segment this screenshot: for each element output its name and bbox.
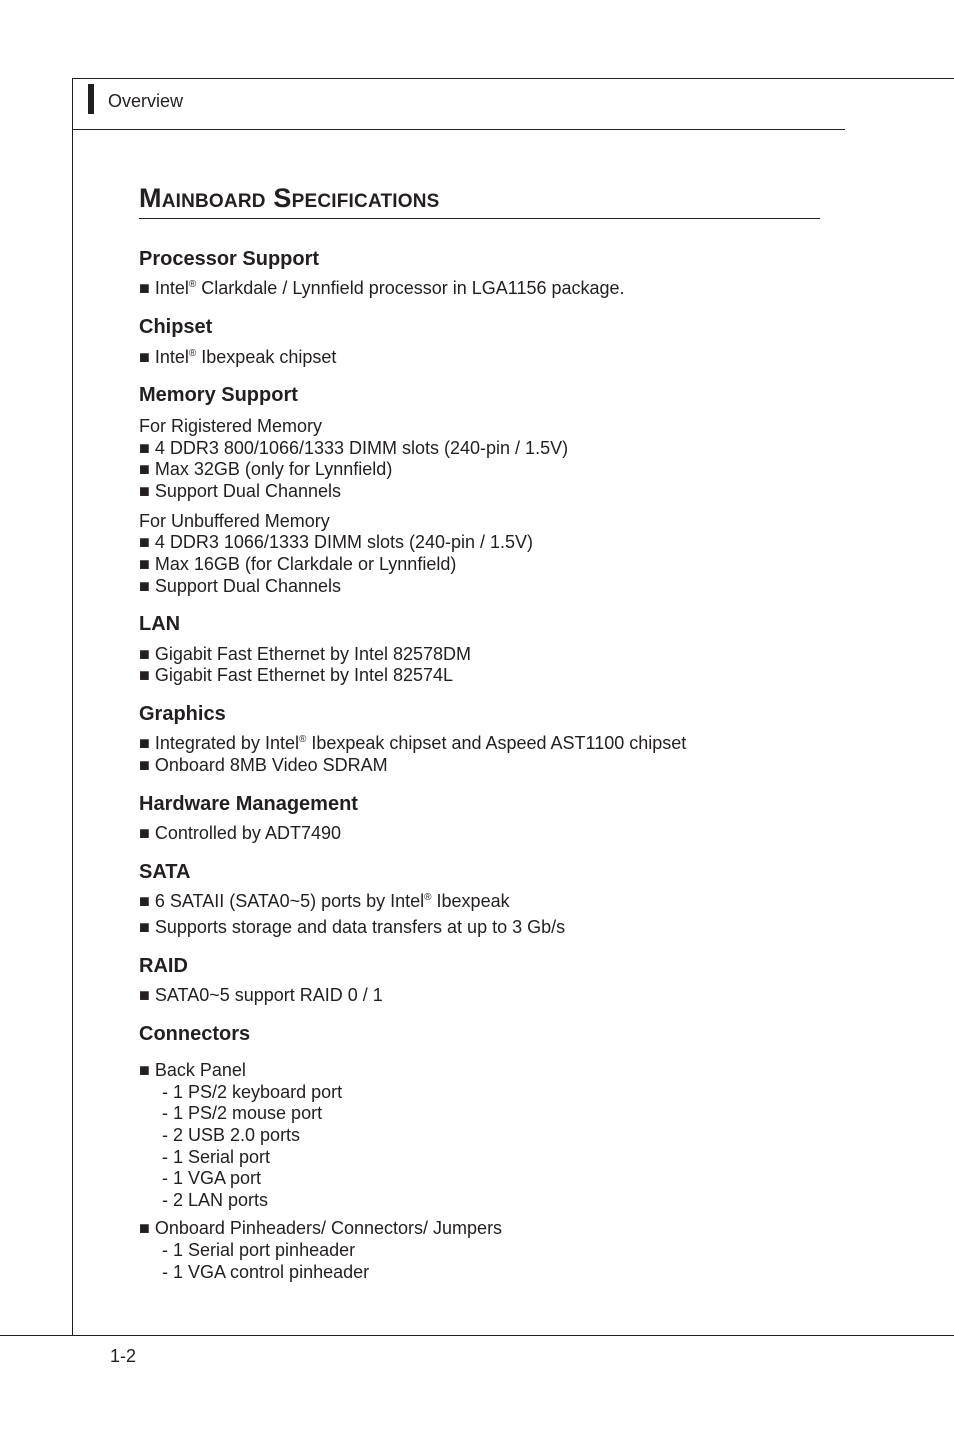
list-item: ■ Gigabit Fast Ethernet by Intel 82574L [139,665,454,685]
list-item: ■ Max 32GB (only for Lynnfield) [139,459,393,479]
section-heading-chipset: Chipset [139,316,213,338]
page-number: 1-2 [110,1346,137,1366]
list-item: ■ Supports storage and data transfers at up to 3 Gb/s [139,917,566,937]
registered-mark: ® [424,892,432,903]
section-heading-graphics: Graphics [139,703,226,725]
sub-list-item: - 1 Serial port [162,1147,271,1167]
section-heading-lan: LAN [139,613,181,635]
frame-top-rule [72,78,954,79]
title-underline [139,218,820,219]
header-marker-bar [88,84,94,114]
section-heading-processor: Processor Support [139,248,320,270]
memory-registered-label: For Rigistered Memory [139,416,323,436]
section-heading-raid: RAID [139,955,188,977]
sub-list-item: - 1 VGA port [162,1168,262,1188]
memory-unbuffered-label: For Unbuffered Memory [139,511,330,531]
list-item: ■ Intel® Clarkdale / Lynnfield processor in LGA1156 package. [139,278,625,298]
registered-mark: ® [188,279,197,290]
list-item: ■ 6 SATAII (SATA0~5) ports by Intel® Ibexpeak [139,891,510,911]
sub-list-item: - 2 USB 2.0 ports [162,1125,301,1145]
list-item: ■ Max 16GB (for Clarkdale or Lynnfield) [139,554,457,574]
list-item: ■ Back Panel [139,1060,246,1080]
sub-list-item: - 2 LAN ports [162,1190,269,1210]
list-item: ■ Onboard Pinheaders/ Connectors/ Jumpers [139,1218,503,1238]
list-item: ■ Integrated by Intel® Ibexpeak chipset and Aspeed AST1100 chipset [139,733,687,753]
list-item: ■ SATA0~5 support RAID 0 / 1 [139,985,383,1005]
list-item: ■ Intel® Ibexpeak chipset [139,347,337,367]
registered-mark: ® [188,348,197,359]
list-item: ■ 4 DDR3 800/1066/1333 DIMM slots (240-pin / 1.5V) [139,438,569,458]
list-item: ■ Support Dual Channels [139,481,341,501]
list-item: ■ 4 DDR3 1066/1333 DIMM slots (240-pin / 1.5V) [139,532,534,552]
registered-mark: ® [298,734,307,745]
sub-list-item: - 1 Serial port pinheader [162,1240,356,1260]
sub-list-item: - 1 PS/2 keyboard port [162,1082,343,1102]
section-heading-connectors: Connectors [139,1023,251,1045]
section-heading-memory: Memory Support [139,384,298,406]
page-title: Mainboard Specifications [139,183,440,213]
list-item: ■ Support Dual Channels [139,576,341,596]
list-item: ■ Controlled by ADT7490 [139,823,341,843]
section-heading-sata: SATA [139,861,191,883]
list-item: ■ Gigabit Fast Ethernet by Intel 82578DM [139,644,472,664]
frame-left-rule [72,78,73,1335]
sub-list-item: - 1 PS/2 mouse port [162,1103,323,1123]
list-item: ■ Onboard 8MB Video SDRAM [139,755,388,775]
running-header: Overview [108,91,184,111]
section-heading-hardware: Hardware Management [139,793,358,815]
header-rule [72,129,845,130]
footer-rule [0,1335,954,1336]
sub-list-item: - 1 VGA control pinheader [162,1262,370,1282]
